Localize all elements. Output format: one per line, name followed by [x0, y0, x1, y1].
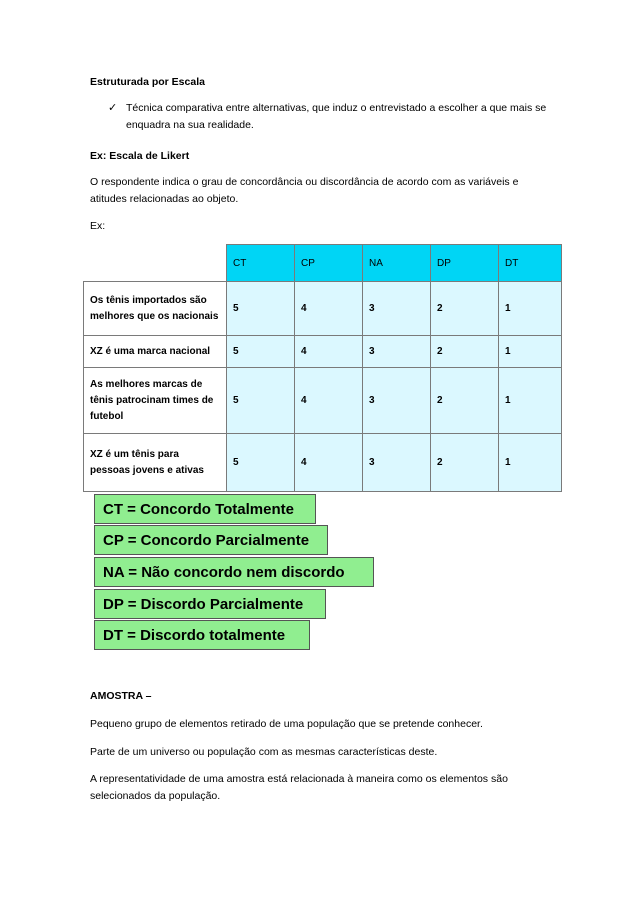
amostra-paragraph-1: Pequeno grupo de elementos retirado de uma população que se pretende conhecer. [90, 718, 483, 730]
table-cell: 5 [227, 282, 295, 336]
row-label: XZ é um tênis para pessoas jovens e ativas [84, 434, 227, 492]
table-header-na: NA [363, 245, 431, 282]
table-row [84, 336, 562, 368]
table-row [84, 282, 562, 336]
table-cell: 2 [431, 434, 499, 492]
legend-dt: DT = Discordo totalmente [94, 620, 310, 650]
table-cell: 3 [363, 368, 431, 434]
checkmark-icon: ✓ [108, 102, 118, 114]
legend-ct: CT = Concordo Totalmente [94, 494, 316, 524]
amostra-paragraph-3: A representatividade de uma amostra está relacionada à maneira como os elementos são selecionados da população. [90, 773, 508, 802]
table-cell: 3 [363, 434, 431, 492]
table-cell: 4 [295, 336, 363, 368]
table-cell: 5 [227, 336, 295, 368]
table-header-ct: CT [227, 245, 295, 282]
example-title: Ex: Escala de Likert [90, 150, 190, 162]
table-cell: 5 [227, 434, 295, 492]
row-label: Os tênis importados são melhores que os nacionais [84, 282, 227, 336]
table-cell: 1 [499, 368, 562, 434]
table-cell: 3 [363, 282, 431, 336]
table-cell: 1 [499, 282, 562, 336]
table-cell: 1 [499, 336, 562, 368]
row-label: XZ é uma marca nacional [84, 336, 227, 368]
table-cell: 2 [431, 368, 499, 434]
table-header-dt: DT [499, 245, 562, 282]
table-cell: 2 [431, 336, 499, 368]
table-header-row [84, 245, 562, 282]
table-header-cp: CP [295, 245, 363, 282]
legend-cp: CP = Concordo Parcialmente [94, 525, 328, 555]
table-cell: 5 [227, 368, 295, 434]
legend-na: NA = Não concordo nem discordo [94, 557, 374, 587]
table-row [84, 434, 562, 492]
table-header-dp: DP [431, 245, 499, 282]
amostra-paragraph-2: Parte de um universo ou população com as mesmas características deste. [90, 746, 438, 758]
table-cell: 4 [295, 282, 363, 336]
description: O respondente indica o grau de concordância ou discordância de acordo com as variáveis e atitudes relacionadas ao objeto. [90, 176, 519, 205]
table-cell: 2 [431, 282, 499, 336]
table-cell: 4 [295, 368, 363, 434]
section-title: Estruturada por Escala [90, 76, 205, 88]
row-label: As melhores marcas de tênis patrocinam times de futebol [84, 368, 227, 434]
likert-table [83, 244, 562, 492]
table-cell: 1 [499, 434, 562, 492]
ex-label: Ex: [90, 220, 106, 232]
bullet-text: Técnica comparativa entre alternativas, que induz o entrevistado a escolher a que mais se enquadra na sua realidade. [126, 102, 547, 131]
amostra-title: AMOSTRA – [90, 690, 152, 702]
table-corner [84, 245, 227, 282]
table-row [84, 368, 562, 434]
legend-dp: DP = Discordo Parcialmente [94, 589, 326, 619]
table-cell: 3 [363, 336, 431, 368]
table-cell: 4 [295, 434, 363, 492]
